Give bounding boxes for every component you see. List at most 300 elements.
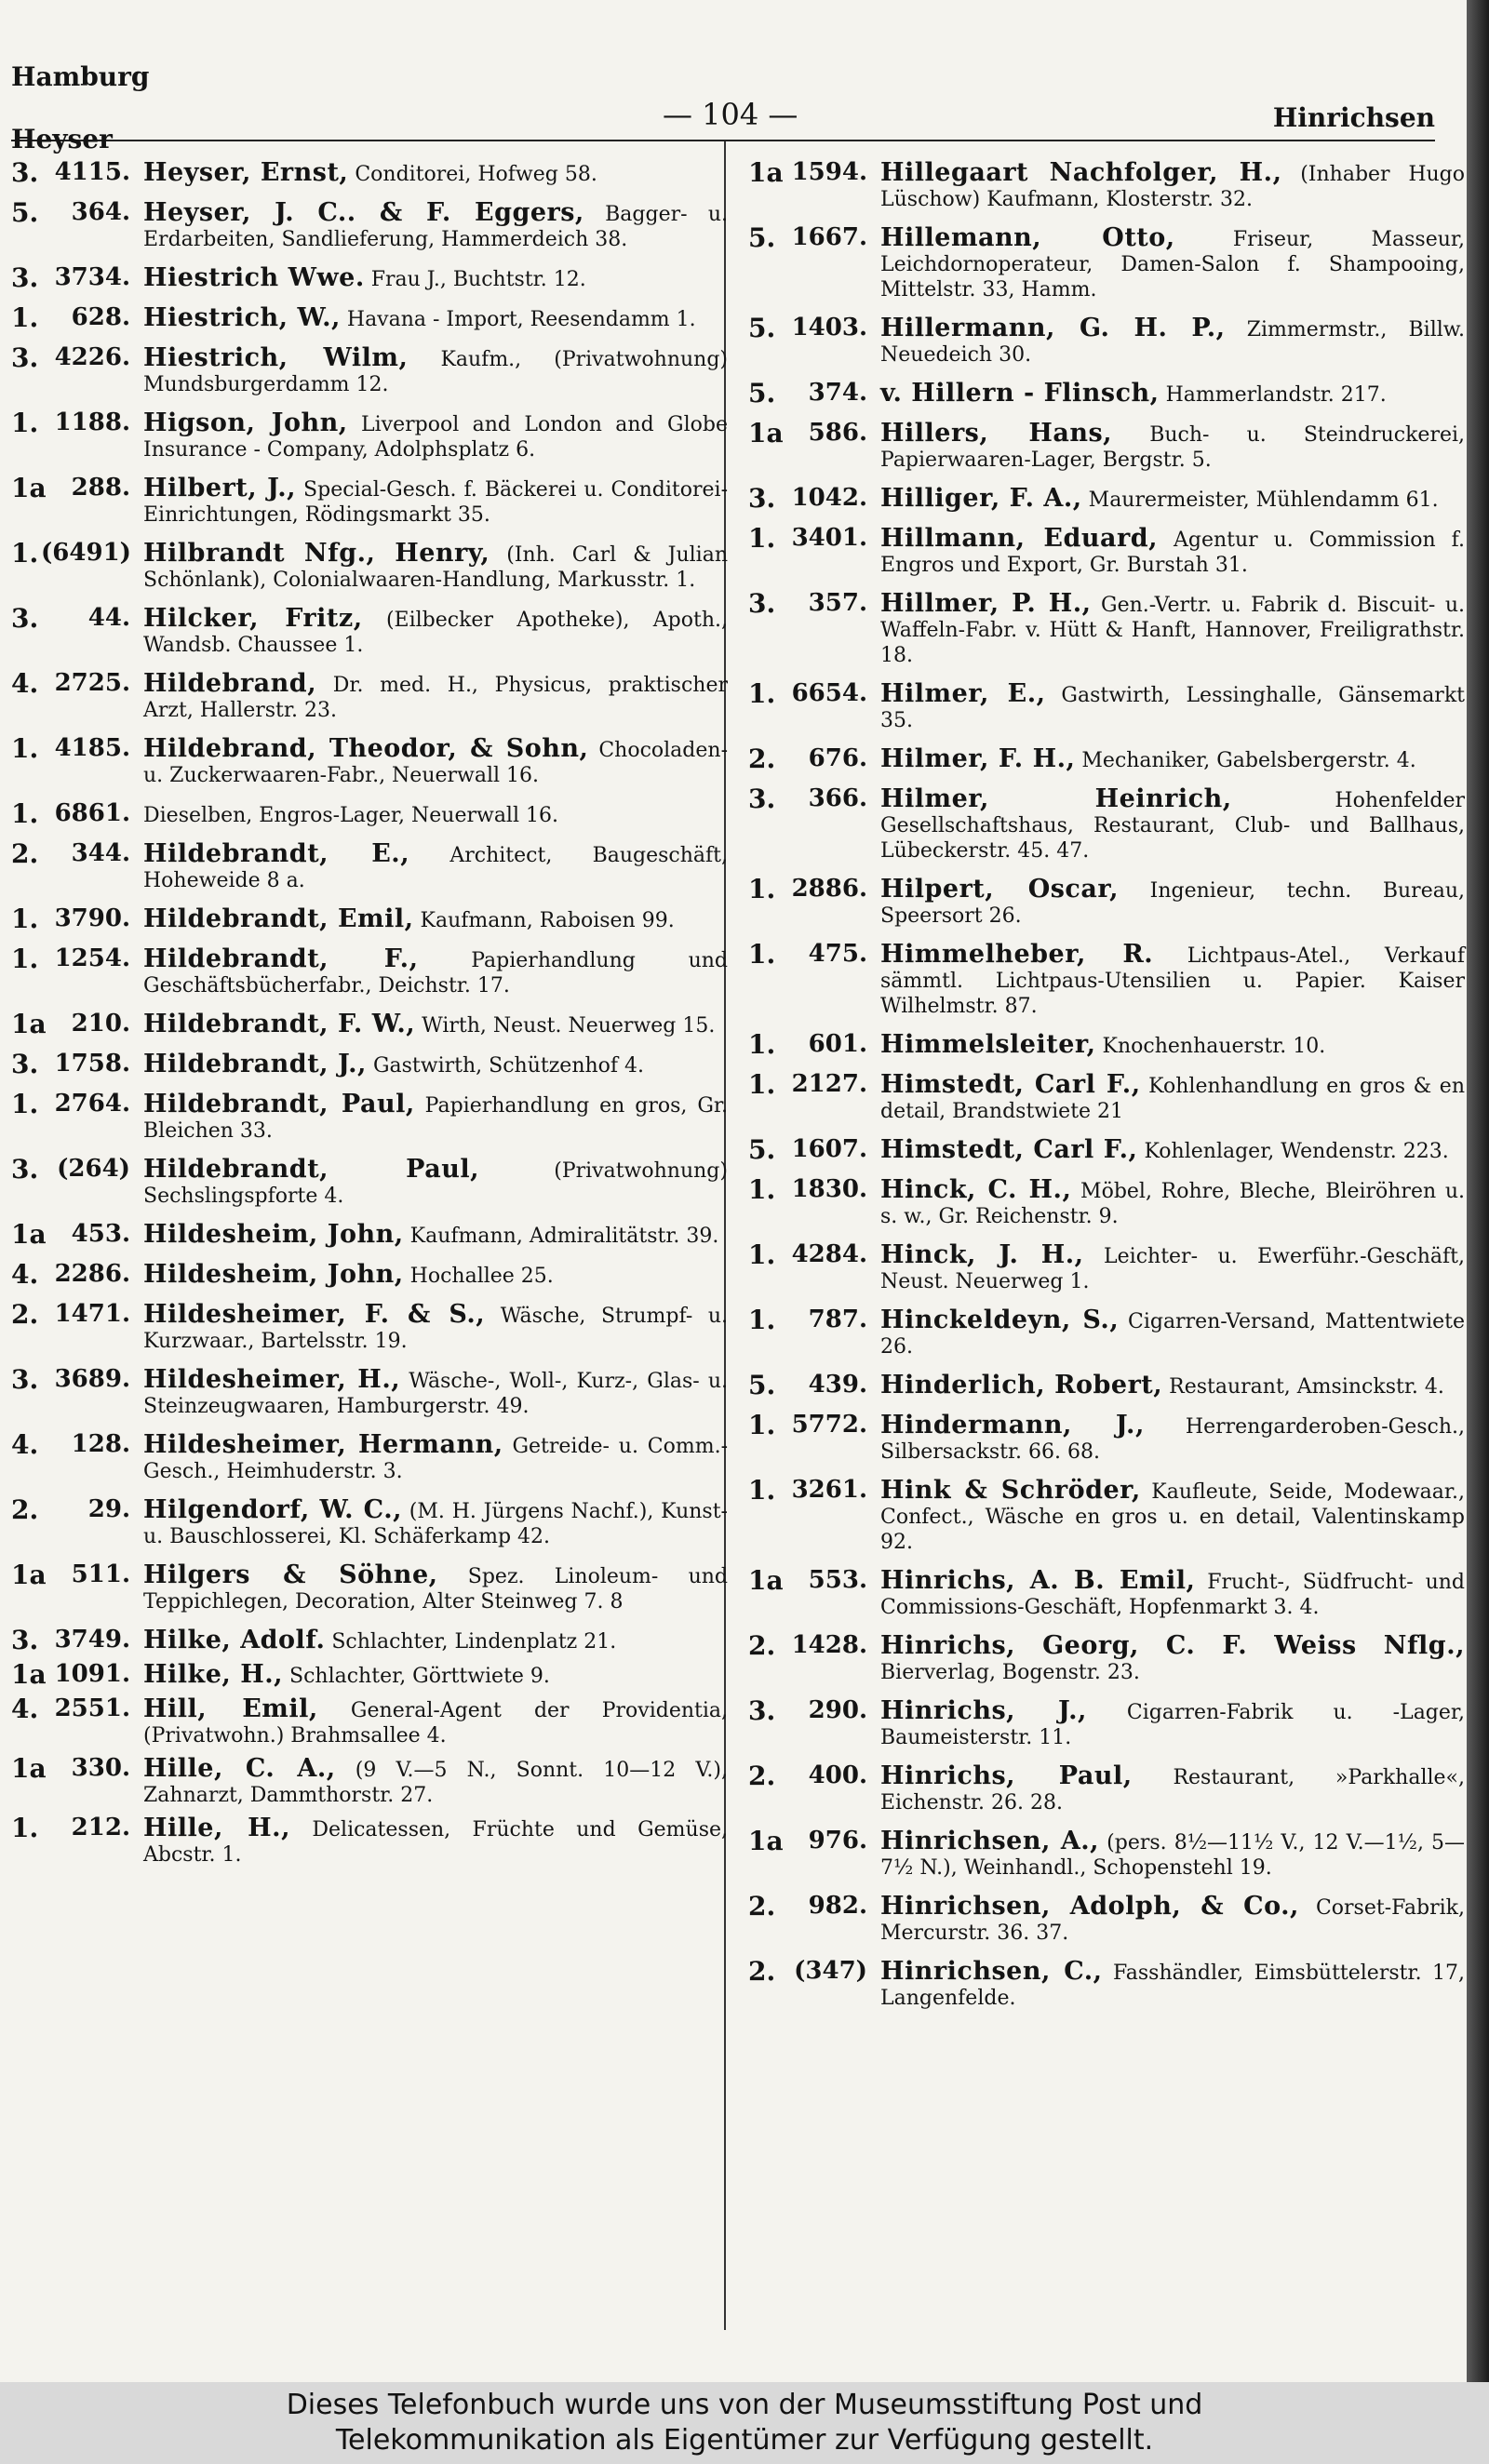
entry-name: Heyser, Ernst,: [143, 158, 349, 187]
entry-details: Architect, Baugeschäft, Hoheweide 8 a.: [143, 844, 728, 892]
entry-zone: 1.: [748, 874, 776, 904]
entry-number: 128.: [71, 1430, 130, 1458]
left-column: [11, 157, 729, 1868]
entry-name: Himstedt, Carl F.,: [880, 1135, 1138, 1164]
directory-entry: [11, 342, 728, 397]
entry-name: Hinrichs, Georg, C. F. Weiss Nflg.,: [880, 1631, 1465, 1660]
entry-zone: 3.: [11, 262, 39, 293]
directory-entry: [11, 668, 728, 723]
entry-name: Hilke, Adolf.: [143, 1626, 326, 1654]
entry-zone: 3.: [11, 603, 39, 634]
directory-entry: [11, 197, 728, 252]
entry-number: 475.: [808, 940, 867, 968]
entry-number: 288.: [71, 474, 130, 502]
entry-details: Kaufmann, Admiralitätstr. 39.: [403, 1225, 719, 1248]
entry-number: 1830.: [791, 1175, 867, 1203]
entry-zone: 3.: [11, 1625, 39, 1655]
directory-entry: [11, 157, 728, 188]
directory-entry: [748, 783, 1465, 864]
entry-number: 1042.: [791, 484, 867, 512]
entry-details: Chocoladen- u. Zuckerwaaren-Fabr., Neuerwall 16.: [143, 739, 728, 787]
entry-name: Hildesheimer, F. & S.,: [143, 1300, 486, 1329]
entry-number: 1254.: [54, 944, 130, 972]
entry-zone: 3.: [11, 157, 39, 188]
directory-entry: [11, 1364, 729, 1419]
entry-text: [880, 315, 1465, 368]
entry-details: Kaufm., (Privatwohnung) Mundsburgerdamm 12.: [143, 348, 728, 396]
entry-name: Hiestrich, W.,: [143, 303, 341, 332]
entry-text: [143, 736, 728, 788]
entry-name: Hillmer, P. H.,: [880, 589, 1092, 618]
entry-number: 1403.: [791, 314, 867, 341]
entry-zone: 3.: [748, 783, 776, 814]
entry-number: 210.: [71, 1010, 130, 1038]
entry-name: Hinderlich, Robert,: [880, 1371, 1163, 1399]
entry-zone: 2.: [748, 1630, 776, 1661]
directory-entry: [748, 523, 1465, 578]
entry-name: Hilmer, Heinrich,: [880, 784, 1232, 813]
entry-zone: 3.: [11, 1364, 39, 1395]
entry-zone: 4.: [11, 1694, 39, 1724]
entry-name: Hilmer, F. H.,: [880, 744, 1076, 773]
entry-text: [143, 475, 728, 528]
entry-details: Schlachter, Görttwiete 9.: [283, 1665, 550, 1688]
entry-zone: 1.: [11, 798, 39, 829]
entry-name: Hindermann, J.,: [880, 1411, 1145, 1440]
entry-text: [143, 946, 728, 998]
directory-entry: [748, 1695, 1465, 1750]
entry-text: [143, 1091, 728, 1144]
entry-details: Buch- u. Steindruckerei, Papierwaaren-Lager, Bergstr. 5.: [880, 423, 1466, 472]
entry-name: Heyser, J. C.. & F. Eggers,: [143, 198, 584, 227]
entry-text: [880, 1568, 1465, 1620]
entry-name: Hilgendorf, W. C.,: [143, 1495, 402, 1524]
directory-entry: [748, 418, 1466, 473]
entry-text: [880, 1373, 1465, 1399]
directory-entry: [11, 302, 728, 333]
entry-zone: 4.: [11, 668, 39, 699]
entry-text: [880, 1242, 1465, 1294]
entry-details: Schlachter, Lindenplatz 21.: [325, 1630, 617, 1654]
entry-text: [143, 671, 728, 723]
entry-text: [880, 526, 1465, 578]
entry-name: Hinck, J. H.,: [880, 1240, 1084, 1269]
entry-zone: 1a: [11, 1219, 47, 1250]
entry-number: 1471.: [54, 1300, 130, 1328]
entry-number: 2127.: [791, 1070, 867, 1098]
entry-number: 1758.: [54, 1050, 130, 1078]
entry-details: Conditorei, Hofweg 58.: [348, 163, 597, 186]
entry-name: Hinrichs, Paul,: [880, 1761, 1133, 1790]
directory-entry: [748, 588, 1465, 668]
entry-details: Gen.-Vertr. u. Fabrik d. Biscuit- u. Waffeln-Fabr. v. Hütt & Hanft, Hannover, Freiligrathstr. 18.: [880, 594, 1465, 667]
entry-text: [143, 265, 728, 292]
entry-number: 2886.: [791, 875, 867, 903]
entry-text: [143, 1815, 728, 1868]
entry-number: 3734.: [54, 263, 130, 291]
entry-name: Hinrichs, J.,: [880, 1696, 1087, 1725]
directory-entry: [748, 222, 1465, 302]
entry-details: Wäsche-, Woll-, Kurz-, Glas- u. Steinzeugwaaren, Hamburgerstr. 49.: [143, 1370, 729, 1418]
directory-entry: [748, 1565, 1465, 1620]
directory-entry: [748, 939, 1465, 1019]
entry-zone: 1a: [748, 418, 784, 449]
entry-zone: 2.: [748, 1891, 776, 1922]
directory-entry: [11, 410, 728, 462]
entry-number: 982.: [808, 1892, 867, 1920]
entry-details: Maurermeister, Mühlendamm 61.: [1081, 489, 1439, 512]
entry-name: Hildebrandt, F.,: [143, 944, 419, 973]
entry-name: Hildebrandt, J.,: [143, 1050, 367, 1078]
entry-number: 2725.: [54, 669, 130, 697]
entry-name: Hildebrandt, Emil,: [143, 904, 414, 933]
entry-details: Gastwirth, Lessinghalle, Gänsemarkt 35.: [880, 684, 1465, 732]
entry-details: Corset-Fabrik, Mercurstr. 36. 37.: [880, 1896, 1465, 1945]
entry-number: 439.: [808, 1371, 867, 1399]
entry-text: [880, 1307, 1465, 1359]
directory-entry: [748, 678, 1465, 733]
entry-number: 6654.: [791, 679, 867, 707]
entry-details: Papierhandlung und Geschäftsbücherfabr., Deichstr. 17.: [143, 949, 728, 998]
entry-text: [880, 1763, 1465, 1815]
entry-number: 4226.: [54, 343, 130, 371]
entry-text: [143, 1627, 728, 1654]
entry-text: [143, 541, 728, 593]
entry-details: Kohlenlager, Wendenstr. 223.: [1137, 1140, 1449, 1163]
entry-details: Bagger- u. Erdarbeiten, Sandlieferung, Hammerdeich 38.: [143, 203, 728, 251]
entry-details: Wirth, Neust. Neuerweg 15.: [415, 1014, 716, 1038]
entry-number: 44.: [87, 604, 130, 632]
right-column: [748, 157, 1466, 2011]
entry-zone: 2.: [748, 1956, 776, 1987]
entry-name: Hiestrich Wwe.: [143, 263, 365, 292]
directory-entry: [748, 1174, 1465, 1229]
directory-entry: [11, 1154, 728, 1209]
entry-text: [143, 1262, 728, 1289]
entry-number: 1667.: [791, 223, 867, 251]
entry-text: [143, 801, 728, 828]
directory-entry: [11, 1011, 728, 1038]
entry-number: 29.: [87, 1495, 130, 1523]
directory-entry: [11, 1659, 728, 1690]
entry-text: [143, 200, 728, 252]
entry-text: [143, 606, 728, 658]
entry-details: Gastwirth, Schützenhof 4.: [366, 1054, 645, 1078]
footer-line-2: Telekommunikation als Eigentümer zur Verfügung gestellt.: [335, 2424, 1154, 2457]
entry-name: Hildebrand,: [143, 669, 317, 698]
entry-name: Higson, John,: [143, 408, 348, 437]
entry-number: 344.: [71, 839, 130, 867]
entry-text: [143, 1662, 728, 1689]
entry-text: [143, 345, 728, 397]
entry-details: (Privatwohnung) Sechslingspforte 4.: [143, 1159, 728, 1208]
directory-entry: [11, 1429, 728, 1484]
entry-number: 511.: [71, 1560, 130, 1588]
entry-number: 364.: [71, 198, 130, 226]
directory-entry: [748, 1307, 1465, 1359]
directory-entry: [748, 378, 1465, 408]
directory-entry: [748, 1069, 1465, 1124]
entry-name: Hilcker, Fritz,: [143, 604, 363, 633]
directory-entry: [11, 798, 728, 829]
entry-number: 330.: [71, 1754, 130, 1782]
entry-name: Hillemann, Otto,: [880, 223, 1175, 252]
entry-name: Hinckeldeyn, S.,: [880, 1306, 1120, 1334]
entry-details: Leichter- u. Ewerführ.-Geschäft, Neust. Neuerweg 1.: [880, 1245, 1465, 1293]
entry-text: [143, 1367, 728, 1419]
entry-zone: 1.: [748, 1029, 776, 1060]
directory-entry: [11, 603, 728, 658]
entry-text: [143, 1497, 728, 1549]
entry-number: 3790.: [54, 904, 130, 932]
entry-text: [880, 1137, 1465, 1164]
entry-number: 374.: [808, 379, 867, 407]
entry-name: Hilke, H.,: [143, 1660, 284, 1689]
entry-details: Knochenhauerstr. 10.: [1095, 1035, 1326, 1058]
entry-zone: 2.: [11, 838, 39, 869]
entry-text: [880, 1633, 1465, 1685]
entry-details: Hammerlandstr. 217.: [1159, 383, 1387, 407]
entry-name: Hilbert, J.,: [143, 474, 297, 502]
entry-number: 3749.: [54, 1626, 130, 1654]
entry-number: (264): [57, 1155, 130, 1183]
entry-details: Kohlenhandlung en gros & en detail, Brandstwiete 21: [880, 1075, 1465, 1123]
entry-details: Restaurant, »Parkhalle«, Eichenstr. 26. 28.: [880, 1766, 1465, 1815]
entry-name: Hinrichs, A. B. Emil,: [880, 1566, 1196, 1595]
entry-details: Delicatessen, Früchte und Gemüse, Abcstr. 1.: [143, 1818, 728, 1867]
entry-details: Havana - Import, Reesendamm 1.: [340, 308, 696, 331]
entry-zone: 5.: [748, 1370, 776, 1400]
entry-text: [143, 1011, 728, 1038]
entry-number: 3689.: [54, 1365, 130, 1393]
entry-zone: 1a: [11, 1560, 47, 1590]
entry-number: 1607.: [791, 1135, 867, 1163]
entry-number: 290.: [808, 1696, 867, 1724]
entry-number: 4185.: [54, 734, 130, 762]
entry-number: 6861.: [54, 799, 130, 827]
directory-entry: [11, 1696, 728, 1748]
entry-text: [143, 305, 728, 332]
entry-zone: 1.: [748, 678, 776, 709]
entry-text: [143, 1756, 728, 1808]
directory-entry: [748, 1239, 1465, 1294]
entry-zone: 1a: [11, 1009, 47, 1039]
entry-text: [143, 1222, 728, 1249]
entry-details: Cigarren-Versand, Mattentwiete 26.: [880, 1310, 1466, 1359]
directory-entry: [11, 1091, 728, 1144]
entry-number: 357.: [808, 589, 867, 617]
entry-number: 1428.: [791, 1631, 867, 1659]
entry-zone: 3.: [11, 1154, 39, 1185]
directory-entry: [11, 906, 728, 933]
directory-entry: [748, 874, 1465, 929]
entry-details: Hochallee 25.: [403, 1265, 554, 1288]
entry-details: Agentur u. Commission f. Engros und Export, Gr. Burstah 31.: [880, 529, 1465, 577]
entry-number: 1091.: [54, 1660, 130, 1688]
directory-entry: [748, 1763, 1465, 1815]
entry-zone: 4.: [11, 1429, 39, 1460]
entry-name: Hille, H.,: [143, 1814, 290, 1842]
entry-number: 1594.: [791, 158, 867, 186]
entry-details: Möbel, Rohre, Bleche, Bleiröhren u. s. w., Gr. Reichenstr. 9.: [880, 1180, 1465, 1228]
directory-entry: [11, 1494, 728, 1549]
entry-number: 400.: [808, 1761, 867, 1789]
header-right-keyword: Hinrichsen: [1272, 102, 1435, 133]
entry-name: Himmelsleiter,: [880, 1030, 1096, 1059]
entry-details: (pers. 8½—11½ V., 12 V.—1½, 5—7½ N.), Weinhandl., Schopenstehl 19.: [880, 1831, 1465, 1880]
entry-details: Dieselben, Engros-Lager, Neuerwall 16.: [143, 804, 558, 827]
directory-entry: [748, 1828, 1465, 1881]
entry-name: Hilgers & Söhne,: [143, 1560, 438, 1589]
entry-zone: 5.: [748, 222, 776, 253]
entry-details: Restaurant, Amsinckstr. 4.: [1162, 1375, 1444, 1399]
directory-entry: [748, 1134, 1465, 1165]
entry-zone: 3.: [11, 1049, 39, 1079]
entry-name: Hillegaart Nachfolger, H.,: [880, 158, 1282, 187]
directory-entry: [748, 1891, 1465, 1946]
entry-name: Hildebrandt, Paul,: [143, 1155, 480, 1184]
entry-zone: 2.: [11, 1299, 39, 1330]
entry-name: Himmelheber, R.: [880, 940, 1154, 969]
entry-details: Liverpool and London and Globe Insurance - Company, Adolphsplatz 6.: [143, 413, 728, 462]
entry-zone: 5.: [11, 197, 39, 228]
directory-entry: [748, 483, 1465, 514]
entry-text: [143, 1051, 728, 1078]
entry-text: [880, 942, 1465, 1019]
header-left-keyword: Heyser: [11, 124, 113, 154]
entry-text: [143, 841, 728, 893]
entry-details: Frucht-, Südfrucht- und Commissions-Geschäft, Hopfenmarkt 3. 4.: [880, 1571, 1465, 1619]
entry-zone: 2.: [748, 743, 776, 774]
entry-name: Hiestrich, Wilm,: [143, 343, 409, 372]
entry-zone: 1.: [11, 538, 39, 569]
entry-zone: 4.: [11, 1259, 39, 1290]
entry-details: General-Agent der Providentia, (Privatwohn.) Brahmsallee 4.: [143, 1699, 728, 1748]
entry-zone: 1a: [11, 473, 47, 503]
directory-entry: [748, 157, 1465, 212]
entry-text: [880, 1828, 1465, 1881]
entry-zone: 1a: [11, 1753, 47, 1784]
entry-name: Hildesheim, John,: [143, 1260, 404, 1289]
entry-details: Bierverlag, Bogenstr. 23.: [880, 1661, 1140, 1684]
directory-entry: [11, 1299, 728, 1354]
directory-entry: [748, 1475, 1465, 1555]
entry-zone: 5.: [748, 313, 776, 343]
entry-zone: 1a: [748, 157, 784, 188]
entry-number: 628.: [71, 303, 130, 331]
footer-line-1: Dieses Telefonbuch wurde uns von der Museumsstiftung Post und: [286, 2389, 1203, 2421]
entry-name: Hinrichsen, A.,: [880, 1827, 1100, 1855]
entry-details: Frau J., Buchtstr. 12.: [364, 268, 586, 291]
entry-text: [880, 160, 1465, 212]
directory-entry: [11, 1815, 728, 1868]
entry-details: Zimmermstr., Billw. Neuedeich 30.: [880, 318, 1465, 367]
entry-zone: 3.: [748, 588, 776, 619]
entry-zone: 1a: [748, 1565, 784, 1596]
entry-details: (9 V.—5 N., Sonnt. 10—12 V.), Zahnarzt, Dammthorstr. 27.: [143, 1759, 728, 1807]
directory-entry: [748, 1370, 1465, 1400]
entry-number: 212.: [71, 1814, 130, 1841]
entry-zone: 1.: [748, 1410, 776, 1440]
entry-zone: 1.: [11, 408, 39, 438]
entry-details: Kaufmann, Raboisen 99.: [413, 909, 675, 932]
directory-entry: [11, 262, 728, 293]
entry-name: Hilmer, E.,: [880, 679, 1046, 708]
entry-text: [880, 421, 1465, 473]
entry-number: 5772.: [791, 1411, 867, 1439]
entry-number: 553.: [808, 1566, 867, 1594]
entry-number: 453.: [71, 1220, 130, 1248]
entry-text: [143, 906, 728, 933]
page-edge: [1467, 0, 1489, 2382]
entry-name: Hildebrand, Theodor, & Sohn,: [143, 734, 589, 763]
entry-details: Special-Gesch. f. Bäckerei u. Conditorei-Einrichtungen, Rödingsmarkt 35.: [143, 478, 728, 527]
entry-name: Hilliger, F. A.,: [880, 484, 1082, 513]
entry-details: Getreide- u. Comm.-Gesch., Heimhuderstr. 3.: [143, 1435, 728, 1483]
entry-zone: 1.: [11, 1813, 39, 1843]
entry-details: Spez. Linoleum- und Teppichlegen, Decoration, Alter Steinweg 7. 8: [143, 1565, 728, 1614]
entry-text: [880, 746, 1465, 773]
entry-zone: 1.: [11, 302, 39, 333]
entry-zone: 1.: [748, 939, 776, 970]
entry-name: Hilpert, Oscar,: [880, 875, 1120, 904]
entry-number: 2551.: [54, 1694, 130, 1722]
entry-zone: 3.: [748, 1695, 776, 1726]
entry-details: Cigarren-Fabrik u. -Lager, Baumeisterstr. 11.: [880, 1701, 1465, 1749]
entry-details: Wäsche, Strumpf- u. Kurzwaar., Bartelsstr. 19.: [143, 1305, 728, 1353]
entry-name: Hildebrandt, E.,: [143, 839, 410, 868]
directory-entry: [11, 946, 728, 998]
entry-number: 3261.: [791, 1476, 867, 1504]
directory-entry: [748, 1956, 1465, 2011]
directory-entry: [748, 315, 1465, 368]
entry-number: 2286.: [54, 1260, 130, 1288]
entry-details: (M. H. Jürgens Nachf.), Kunst- u. Bauschlosserei, Kl. Schäferkamp 42.: [143, 1500, 728, 1548]
entry-zone: 1.: [748, 1174, 776, 1205]
page-header: [11, 61, 1435, 154]
entry-number: 1188.: [54, 408, 130, 436]
entry-details: Ingenieur, techn. Bureau, Speersort 26.: [880, 879, 1465, 928]
directory-entry: [11, 733, 728, 788]
entry-text: [880, 1072, 1465, 1124]
entry-name: Hillmann, Eduard,: [880, 524, 1158, 553]
entry-name: Hinrichsen, C.,: [880, 1957, 1103, 1986]
entry-name: Hink & Schröder,: [880, 1476, 1141, 1505]
entry-number: 2764.: [54, 1090, 130, 1118]
entry-text: [880, 877, 1465, 929]
directory-entry: [11, 1753, 728, 1808]
entry-text: [143, 1696, 728, 1748]
entry-text: [880, 1959, 1465, 2011]
entry-details: Kaufleute, Seide, Modewaar., Confect., Wäsche en gros u. en detail, Valentinskamp 92.: [880, 1480, 1465, 1554]
entry-text: [143, 160, 728, 187]
entry-number: 366.: [808, 784, 867, 812]
entry-zone: 1.: [11, 944, 39, 974]
entry-number: 676.: [808, 744, 867, 772]
entry-text: [880, 1894, 1465, 1946]
entry-name: Hillermann, G. H. P.,: [880, 314, 1226, 342]
entry-name: Hille, C. A.,: [143, 1754, 336, 1783]
entry-text: [880, 1413, 1465, 1465]
directory-entry: [11, 838, 728, 893]
entry-name: Hildebrandt, F. W.,: [143, 1010, 416, 1038]
entry-zone: 1.: [748, 1475, 776, 1506]
entry-text: [143, 1432, 728, 1484]
entry-number: 3401.: [791, 524, 867, 552]
directory-entry: [11, 1259, 728, 1290]
entry-number: 4115.: [54, 158, 130, 186]
entry-text: [143, 410, 728, 462]
